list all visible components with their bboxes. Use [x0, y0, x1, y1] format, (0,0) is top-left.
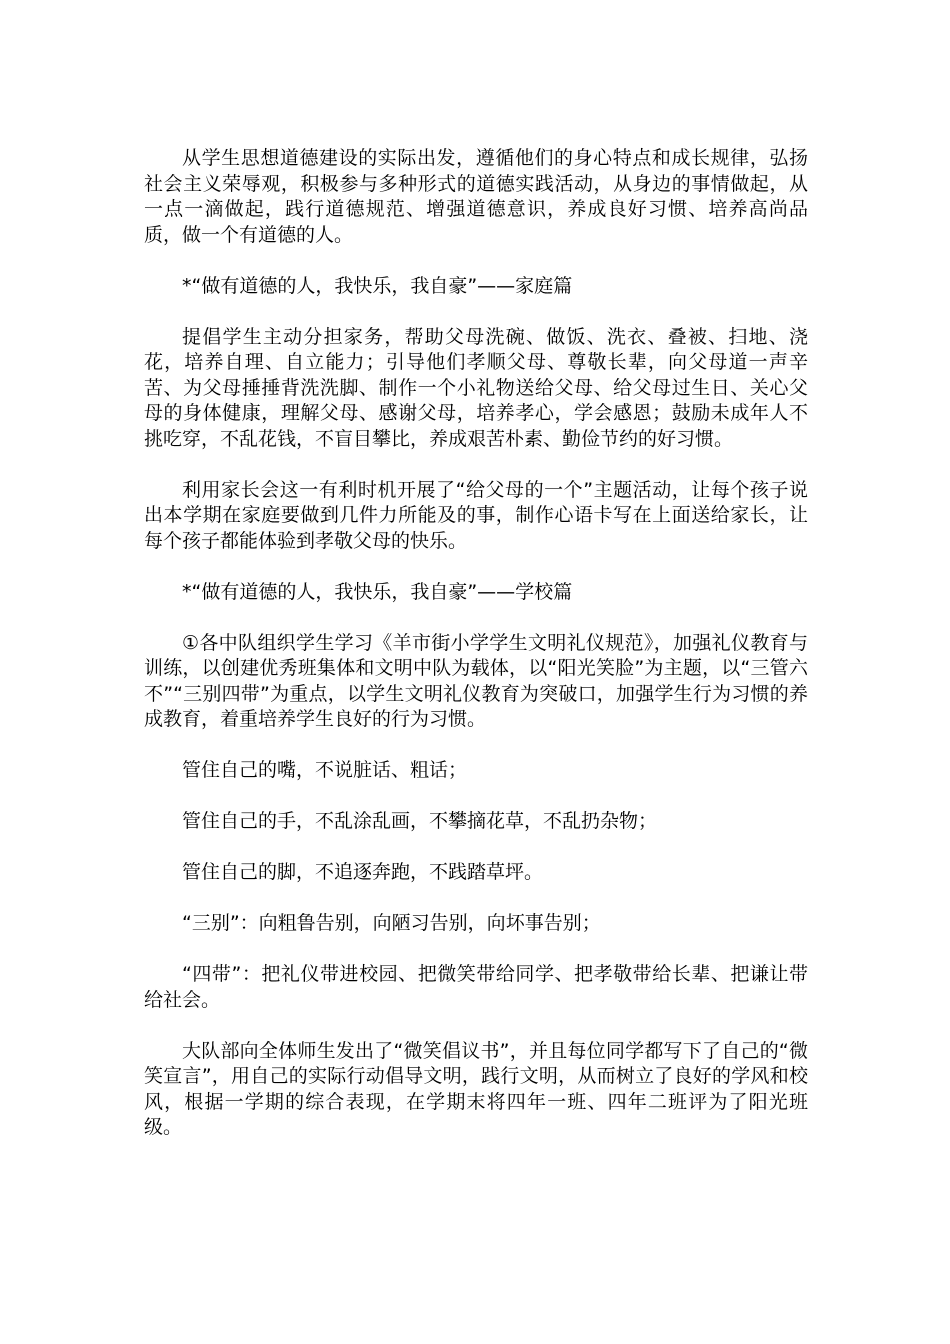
- document-body: [144, 146, 808, 1141]
- section-heading-school: *“做有道德的人，我快乐，我自豪”——学校篇: [182, 580, 573, 603]
- rule-mouth: 管住自己的嘴，不说脏话、粗话；: [182, 759, 468, 781]
- smile-initiative-paragraph: 大队部向全体师生发出了“微笑倡议书”，并且每位同学都写下了自己的“微笑宣言”，用自己的实际行动倡导文明，践行文明，从而树立了良好的学风和校风，根据一学期的综合表现，在学期末将四年一班、四年二班评为了阳光班级。: [144, 1039, 808, 1138]
- three-farewells: “三别”：向粗鲁告别，向陋习告别，向坏事告别；: [182, 912, 601, 934]
- school-etiquette-paragraph: ①各中队组织学生学习《羊市街小学学生文明礼仪规范》，加强礼仪教育与训练，以创建优秀班集体和文明中队为载体，以“阳光笑脸”为主题，以“三管六不”“三别四带”为重点，以学生文明礼仪教育为突破口，加强学生行为习惯的养成教育，着重培养学生良好的行为习惯。: [144, 631, 808, 730]
- rule-feet: 管住自己的脚，不追逐奔跑，不践踏草坪。: [182, 861, 544, 883]
- section-heading-family: *“做有道德的人，我快乐，我自豪”——家庭篇: [182, 274, 573, 297]
- intro-paragraph: 从学生思想道德建设的实际出发，遵循他们的身心特点和成长规律，弘扬社会主义荣辱观，积极参与多种形式的道德实践活动，从身边的事情做起，从一点一滴做起，践行道德规范、增强道德意识，养成良好习惯、培养高尚品质，做一个有道德的人。: [144, 147, 808, 246]
- rule-hands: 管住自己的手，不乱涂乱画，不攀摘花草，不乱扔杂物；: [182, 810, 658, 832]
- four-bringings: “四带”：把礼仪带进校园、把微笑带给同学、把孝敬带给长辈、把谦让带给社会。: [144, 963, 808, 1011]
- parent-meeting-paragraph: 利用家长会这一有利时机开展了“给父母的一个”主题活动，让每个孩子说出本学期在家庭要做到几件力所能及的事，制作心语卡写在上面送给家长，让每个孩子都能体验到孝敬父母的快乐。: [144, 478, 808, 552]
- family-chores-paragraph: 提倡学生主动分担家务，帮助父母洗碗、做饭、洗衣、叠被、扫地、浇花，培养自理、自立能力；引导他们孝顺父母、尊敬长辈，向父母道一声辛苦、为父母捶捶背洗洗脚、制作一个小礼物送给父母、给父母过生日、关心父母的身体健康，理解父母、感谢父母，培养孝心，学会感恩；鼓励未成年人不挑吃穿，不乱花钱，不盲目攀比，养成艰苦朴素、勤俭节约的好习惯。: [144, 325, 808, 450]
